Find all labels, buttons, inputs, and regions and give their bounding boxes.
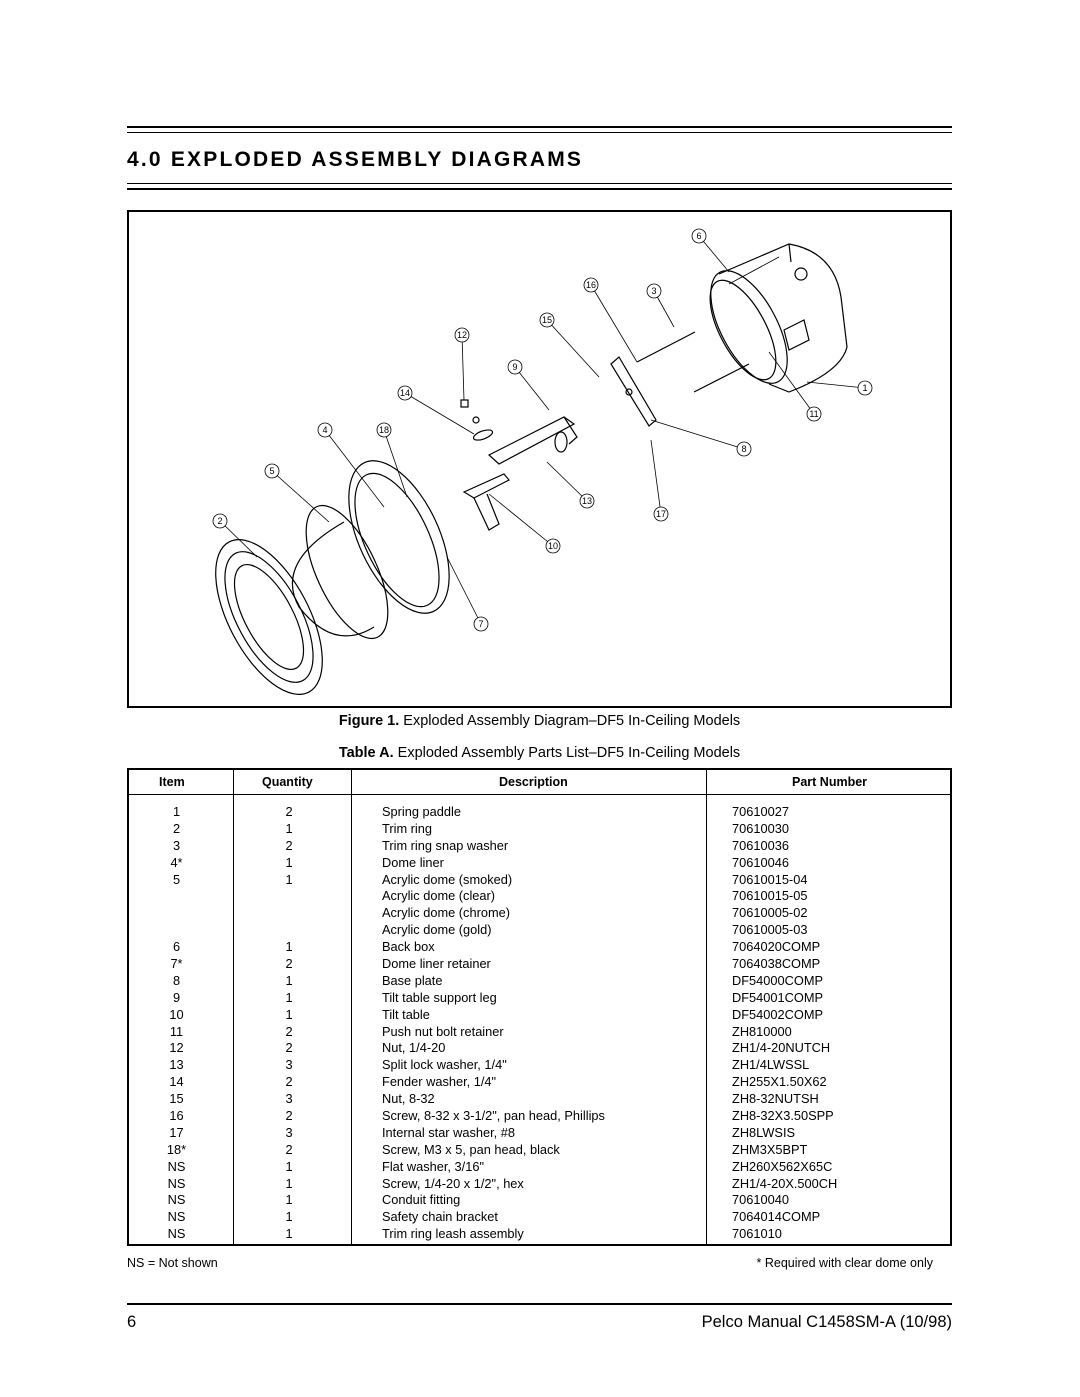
item-cell: 5 bbox=[172, 871, 181, 887]
part-number-cell: 7064038COMP bbox=[732, 956, 821, 972]
callout-number: 12 bbox=[456, 330, 468, 341]
callout-leader bbox=[489, 494, 553, 546]
part-number-cell: 70610046 bbox=[732, 854, 789, 870]
description-cell: Acrylic dome (smoked) bbox=[382, 871, 513, 887]
part-number-cell: 70610005-03 bbox=[732, 922, 808, 938]
callout-number: 5 bbox=[269, 466, 275, 477]
figure-caption bbox=[127, 713, 952, 729]
item-cell: 12 bbox=[169, 1040, 184, 1056]
quantity-cell: 2 bbox=[285, 1040, 293, 1056]
table-row bbox=[129, 939, 950, 956]
description-cell: Flat washer, 3/16" bbox=[382, 1158, 484, 1174]
quantity-cell: 1 bbox=[285, 820, 293, 836]
table-row bbox=[129, 1176, 950, 1193]
callout-number: 13 bbox=[581, 496, 593, 507]
item-cell: 9 bbox=[172, 989, 181, 1005]
header-rule-bottom bbox=[127, 188, 952, 190]
quantity-cell: 2 bbox=[285, 804, 293, 819]
part-number-cell: DF54001COMP bbox=[732, 989, 824, 1005]
table-caption-label: Table A. bbox=[338, 745, 394, 761]
description-cell: Safety chain bracket bbox=[382, 1209, 498, 1225]
header-item: Item bbox=[159, 775, 185, 789]
part-number-cell: ZH8LWSIS bbox=[732, 1124, 796, 1140]
table-row bbox=[129, 1074, 950, 1091]
table-row bbox=[129, 990, 950, 1007]
part-number-cell: ZH1/4LWSSL bbox=[732, 1057, 810, 1073]
part-number-cell: ZH1/4-20X.500CH bbox=[732, 1175, 838, 1191]
callout-number: 18 bbox=[378, 425, 390, 436]
quantity-cell: 1 bbox=[285, 1158, 293, 1174]
callout-number: 15 bbox=[541, 315, 553, 326]
item-cell: NS bbox=[167, 1226, 186, 1242]
exploded-diagram-figure bbox=[127, 210, 952, 708]
quantity-cell: 2 bbox=[285, 837, 293, 853]
quantity-cell: 1 bbox=[285, 1209, 293, 1225]
table-row bbox=[129, 1192, 950, 1209]
item-cell: 4* bbox=[170, 854, 183, 870]
description-cell: Internal star washer, #8 bbox=[382, 1124, 516, 1140]
part-number-cell: ZH1/4-20NUTCH bbox=[732, 1040, 831, 1056]
part-number-cell: 70610040 bbox=[732, 1192, 789, 1208]
table-row bbox=[129, 1040, 950, 1057]
callout-number: 10 bbox=[547, 541, 559, 552]
description-cell: Trim ring leash assembly bbox=[382, 1226, 524, 1242]
table-row bbox=[129, 956, 950, 973]
description-cell: Trim ring snap washer bbox=[382, 837, 509, 853]
table-row bbox=[129, 1108, 950, 1125]
description-cell: Trim ring bbox=[382, 820, 433, 836]
tilt-table-drawing bbox=[464, 474, 509, 498]
table-row bbox=[129, 1209, 950, 1226]
description-cell: Split lock washer, 1/4" bbox=[382, 1057, 507, 1073]
description-cell: Acrylic dome (chrome) bbox=[382, 905, 510, 921]
table-row bbox=[129, 1091, 950, 1108]
table-row bbox=[129, 1125, 950, 1142]
table-row bbox=[129, 1007, 950, 1024]
quantity-cell: 3 bbox=[285, 1091, 293, 1107]
item-cell: 18* bbox=[166, 1141, 187, 1157]
callout-number: 3 bbox=[651, 286, 657, 297]
part-number-cell: ZH8-32NUTSH bbox=[732, 1091, 819, 1107]
part-number-cell: 7064014COMP bbox=[732, 1209, 821, 1225]
callout-leader bbox=[462, 335, 464, 400]
item-cell: 13 bbox=[169, 1057, 184, 1073]
description-cell: Nut, 1/4-20 bbox=[382, 1040, 446, 1056]
quantity-cell: 3 bbox=[285, 1057, 293, 1073]
description-cell: Acrylic dome (gold) bbox=[382, 922, 492, 938]
parts-table-header bbox=[129, 770, 950, 795]
quantity-cell: 3 bbox=[285, 1124, 293, 1140]
quantity-cell: 1 bbox=[285, 972, 293, 988]
description-cell: Conduit fitting bbox=[382, 1192, 461, 1208]
quantity-cell: 1 bbox=[285, 1192, 293, 1208]
callout-number: 2 bbox=[217, 516, 223, 527]
item-cell: NS bbox=[167, 1192, 186, 1208]
note-not-shown: NS = Not shown bbox=[127, 1256, 218, 1270]
quantity-cell: 2 bbox=[285, 956, 293, 972]
header-rule-top-thin bbox=[127, 132, 952, 133]
quantity-cell: 2 bbox=[285, 1108, 293, 1124]
item-cell: 14 bbox=[169, 1074, 184, 1090]
item-cell: 2 bbox=[172, 820, 181, 836]
parts-table-body bbox=[129, 804, 950, 1243]
item-cell: 6 bbox=[172, 939, 181, 955]
part-number-cell: 70610027 bbox=[732, 804, 789, 819]
description-cell: Screw, 1/4-20 x 1/2", hex bbox=[382, 1175, 524, 1191]
item-cell: 11 bbox=[169, 1023, 184, 1039]
description-cell: Tilt table bbox=[382, 1006, 430, 1022]
description-cell: Base plate bbox=[382, 972, 443, 988]
page-number: 6 bbox=[127, 1313, 137, 1331]
part-number-cell: ZH8-32X3.50SPP bbox=[732, 1108, 834, 1124]
figure-caption-label: Figure 1. bbox=[338, 713, 400, 729]
item-cell: 7* bbox=[170, 956, 183, 972]
note-required: * Required with clear dome only bbox=[756, 1256, 933, 1270]
table-caption-text: Exploded Assembly Parts List–DF5 In-Ceiling Models bbox=[397, 745, 741, 761]
header-rule-top bbox=[127, 126, 952, 128]
description-cell: Spring paddle bbox=[382, 804, 461, 819]
callout-number: 8 bbox=[741, 444, 747, 455]
callout-number: 6 bbox=[696, 231, 702, 242]
callout-leader bbox=[547, 320, 599, 377]
callout-number: 4 bbox=[322, 425, 328, 436]
part-number-cell: ZHM3X5BPT bbox=[732, 1141, 808, 1157]
item-cell: 15 bbox=[169, 1091, 184, 1107]
callout-leader bbox=[515, 367, 549, 410]
part-number-cell: 70610036 bbox=[732, 837, 789, 853]
description-cell: Dome liner retainer bbox=[382, 956, 491, 972]
table-row bbox=[129, 1142, 950, 1159]
section-title: 4.0 EXPLODED ASSEMBLY DIAGRAMS bbox=[127, 148, 584, 171]
callout-leader bbox=[651, 440, 661, 514]
header-quantity: Quantity bbox=[262, 775, 313, 789]
table-row bbox=[129, 1024, 950, 1041]
callout-number: 11 bbox=[809, 409, 819, 420]
description-cell: Back box bbox=[382, 939, 435, 955]
table-row bbox=[129, 1159, 950, 1176]
item-cell: NS bbox=[167, 1158, 186, 1174]
description-cell: Nut, 8-32 bbox=[382, 1091, 435, 1107]
quantity-cell: 1 bbox=[285, 1006, 293, 1022]
description-cell: Push nut bolt retainer bbox=[382, 1023, 504, 1039]
table-row bbox=[129, 821, 950, 838]
table-row bbox=[129, 855, 950, 872]
part-number-cell: ZH260X562X65C bbox=[732, 1158, 833, 1174]
table-row bbox=[129, 872, 950, 889]
table-row bbox=[129, 905, 950, 922]
table-row bbox=[129, 1057, 950, 1074]
quantity-cell: 1 bbox=[285, 939, 293, 955]
callout-leader bbox=[591, 285, 637, 362]
callout-leader bbox=[272, 471, 329, 522]
part-number-cell: DF54000COMP bbox=[732, 972, 824, 988]
description-cell: Tilt table support leg bbox=[382, 989, 497, 1005]
callout-leader bbox=[384, 430, 407, 497]
part-number-cell: 7061010 bbox=[732, 1226, 782, 1242]
description-cell: Screw, 8-32 x 3-1/2", pan head, Phillips bbox=[382, 1108, 605, 1124]
table-row bbox=[129, 838, 950, 855]
description-cell: Screw, M3 x 5, pan head, black bbox=[382, 1141, 560, 1157]
callout-number: 9 bbox=[512, 362, 518, 373]
callout-number: 1 bbox=[862, 383, 868, 394]
header-part-number: Part Number bbox=[792, 775, 868, 789]
part-number-cell: 70610015-05 bbox=[732, 888, 808, 904]
table-row bbox=[129, 888, 950, 905]
part-number-cell: ZH810000 bbox=[732, 1023, 792, 1039]
callout-leader bbox=[447, 557, 481, 624]
item-cell: 3 bbox=[172, 837, 181, 853]
table-row bbox=[129, 922, 950, 939]
parts-table bbox=[127, 768, 952, 1246]
item-cell: 16 bbox=[169, 1108, 184, 1124]
quantity-cell: 1 bbox=[285, 1226, 293, 1242]
quantity-cell: 1 bbox=[285, 989, 293, 1005]
quantity-cell: 2 bbox=[285, 1023, 293, 1039]
part-number-cell: DF54002COMP bbox=[732, 1006, 824, 1022]
description-cell: Acrylic dome (clear) bbox=[382, 888, 496, 904]
callout-leader bbox=[807, 382, 865, 388]
description-cell: Fender washer, 1/4" bbox=[382, 1074, 497, 1090]
item-cell: 1 bbox=[172, 804, 181, 819]
part-number-cell: ZH255X1.50X62 bbox=[732, 1074, 827, 1090]
part-number-cell: 7064020COMP bbox=[732, 939, 821, 955]
exploded-diagram bbox=[129, 212, 950, 706]
quantity-cell: 2 bbox=[285, 1074, 293, 1090]
callout-leader bbox=[547, 462, 587, 501]
callout-number: 14 bbox=[399, 388, 411, 399]
table-caption bbox=[127, 745, 952, 761]
table-row bbox=[129, 973, 950, 990]
quantity-cell: 1 bbox=[285, 854, 293, 870]
item-cell: 17 bbox=[169, 1124, 184, 1140]
item-cell: NS bbox=[167, 1175, 186, 1191]
item-cell: NS bbox=[167, 1209, 186, 1225]
base-plate-drawing bbox=[611, 357, 656, 426]
manual-reference: Pelco Manual C1458SM-A (10/98) bbox=[701, 1313, 952, 1331]
table-row bbox=[129, 804, 950, 821]
item-cell: 8 bbox=[172, 972, 181, 988]
trim-ring-drawing bbox=[194, 523, 344, 706]
part-number-cell: 70610015-04 bbox=[732, 871, 808, 887]
quantity-cell: 1 bbox=[285, 871, 293, 887]
part-number-cell: 70610005-02 bbox=[732, 905, 808, 921]
description-cell: Dome liner bbox=[382, 854, 444, 870]
figure-caption-text: Exploded Assembly Diagram–DF5 In-Ceiling Models bbox=[403, 713, 741, 729]
callout-number: 17 bbox=[655, 509, 667, 520]
header-description: Description bbox=[499, 775, 568, 789]
header-rule-bottom-thin bbox=[127, 183, 952, 184]
callout-number: 7 bbox=[478, 619, 484, 630]
quantity-cell: 1 bbox=[285, 1175, 293, 1191]
part-number-cell: 70610030 bbox=[732, 820, 789, 836]
back-box-drawing bbox=[695, 244, 847, 395]
tilt-table-support-leg-drawing bbox=[489, 417, 574, 464]
table-row bbox=[129, 1226, 950, 1243]
quantity-cell: 2 bbox=[285, 1141, 293, 1157]
callout-leader bbox=[325, 430, 384, 507]
footer-rule bbox=[127, 1303, 952, 1305]
item-cell: 10 bbox=[169, 1006, 184, 1022]
callout-leader bbox=[651, 420, 744, 449]
callout-number: 16 bbox=[585, 280, 597, 291]
